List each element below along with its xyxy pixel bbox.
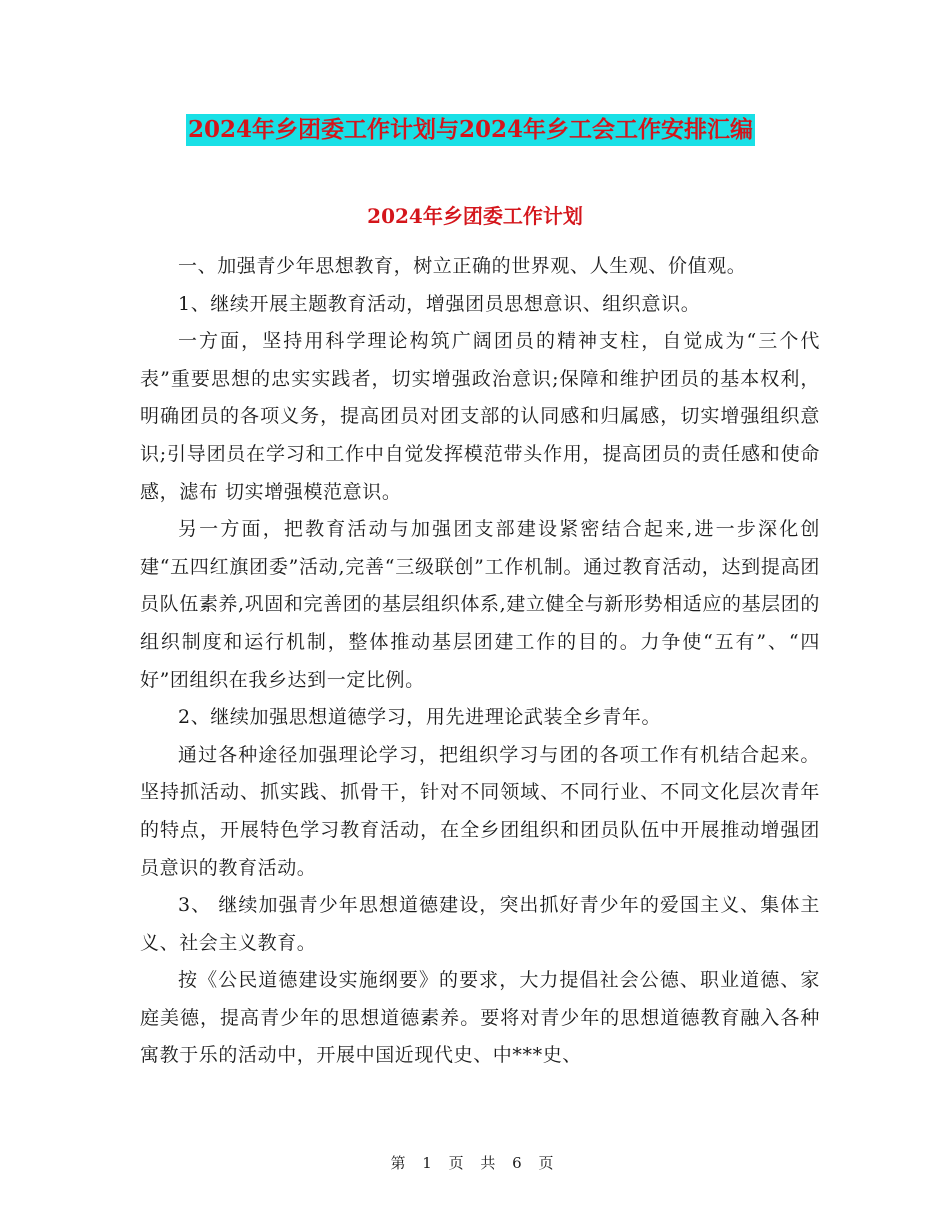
- paragraph: 一、加强青少年思想教育，树立正确的世界观、人生观、价值观。: [178, 255, 747, 277]
- paragraph: 另一方面，把教育活动与加强团支部建设紧密结合起来,进一步深化创建“五四红旗团委”活动,完善“三级联创”工作机制。通过教育活动，达到提高团员队伍素养,巩固和完善团的基层组织体系,建立健全与新形势相适应的基层团的组织制度和运行机制，整体推动基层团建工作的目的。力争使“五有”、“四好”团组织在我乡达到一定比例。: [140, 518, 820, 691]
- paragraph: 2、继续加强思想道德学习，用先进理论武装全乡青年。: [178, 706, 662, 729]
- document-title: 2024年乡团委工作计划与2024年乡工会工作安排汇编: [186, 114, 755, 146]
- paragraph: 通过各种途径加强理论学习，把组织学习与团的各项工作有机结合起来。坚持抓活动、抓实践、抓骨干，针对不同领域、不同行业、不同文化层次青年的特点，开展特色学习教育活动，在全乡团组织和团员队伍中开展推动增强团员意识的教育活动。: [140, 743, 820, 879]
- paragraph: 1、继续开展主题教育活动，增强团员思想意识、组织意识。: [178, 292, 701, 315]
- page-number-footer: 第 1 页 共 6 页: [390, 1154, 560, 1172]
- section-title: 2024年乡团委工作计划: [367, 204, 583, 228]
- paragraph: 3、 继续加强青少年思想道德建设，突出抓好青少年的爱国主义、集体主义、社会主义教育。: [140, 894, 820, 954]
- paragraph: 一方面，坚持用科学理论构筑广阔团员的精神支柱，自觉成为“三个代表”重要思想的忠实实践者，切实增强政治意识;保障和维护团员的基本权利，明确团员的各项义务，提高团员对团支部的认同感和归属感，切实增强组织意识;引导团员在学习和工作中自觉发挥模范带头作用，提高团员的责任感和使命感，滤布 切实增强模范意识。: [140, 330, 820, 503]
- document-body: [140, 248, 820, 1075]
- paragraph: 按《公民道德建设实施纲要》的要求，大力提倡社会公德、职业道德、家庭美德，提高青少年的思想道德素养。要将对青少年的思想道德教育融入各种寓教于乐的活动中，开展中国近现代史、中***史、: [140, 969, 820, 1067]
